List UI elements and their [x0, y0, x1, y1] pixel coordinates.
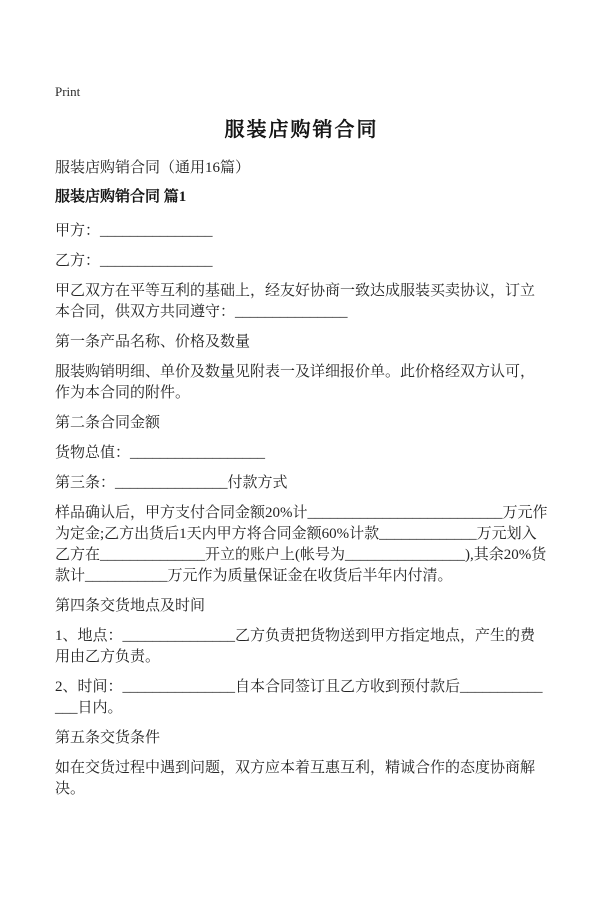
clause-5-heading: 第五条交货条件	[55, 730, 161, 746]
para-goods-total-blank: 货物总值：__________________	[55, 445, 266, 461]
clause-5-body: 如在交货过程中遇到问题，双方应本着互惠互利，精诚合作的态度协商解决。	[55, 760, 536, 797]
document-subtitle: 服装店购销合同（通用16篇）	[55, 160, 251, 176]
clause-4-heading: 第四条交货地点及时间	[55, 598, 206, 614]
clause-4-location: 1、地点：_______________乙方负责把货物送到甲方指定地点，产生的费用由乙方负责。	[55, 628, 536, 665]
clause-1-heading: 第一条产品名称、价格及数量	[55, 334, 251, 350]
clause-4-time: 2、时间：_______________自本合同签订且乙方收到预付款后______________日内。	[55, 679, 543, 716]
para-preamble: 甲乙双方在平等互利的基础上，经友好协商一致达成服装买卖协议，订立本合同，供双方共同遵守：_______________	[55, 283, 536, 320]
print-link[interactable]: Print	[55, 84, 81, 99]
para-party-b-blank: 乙方：_______________	[55, 253, 213, 269]
clause-2-heading: 第二条合同金额	[55, 415, 161, 431]
clause-1-body: 服装购销明细、单价及数量见附表一及详细报价单。此价格经双方认可，作为本合同的附件。	[55, 364, 536, 401]
para-party-a-blank: 甲方：_______________	[55, 223, 213, 239]
clause-3-payment-terms: 样品确认后，甲方支付合同金额20%计__________________________万元作为定金;乙方出货后1天内甲方将合同金额60%计款_____________万元划入乙方在______________开立的账户上(帐号为________________),其余20%货款计___________万元作为质量保证金在收货后半年内付清。	[55, 505, 548, 584]
clause-3-heading: 第三条：_______________付款方式	[55, 475, 288, 491]
part-1-heading: 服装店购销合同 篇1	[55, 189, 187, 205]
page-title: 服装店购销合同	[224, 119, 379, 141]
